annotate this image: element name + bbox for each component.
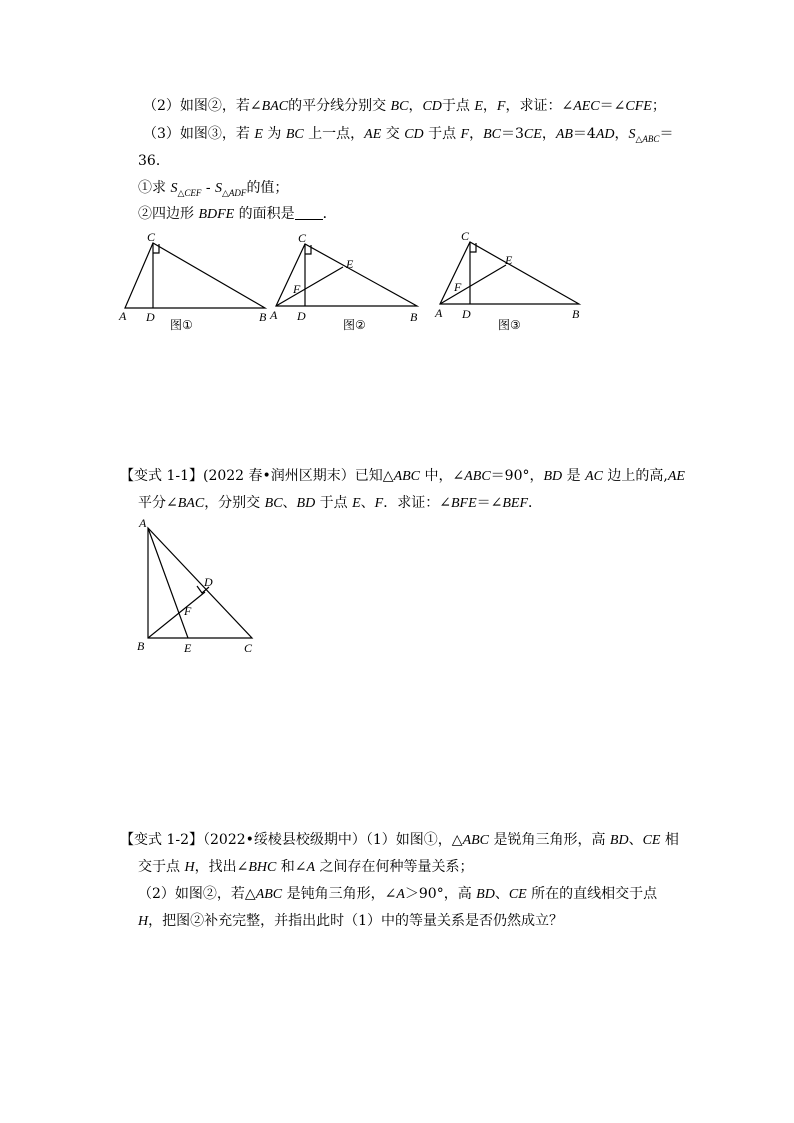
question-3-sub-2: ②四边形 BDFE 的面积是 ． bbox=[138, 206, 337, 222]
question-3-sub-1: ①求 $S_{\triangle CEF} - S_{\triangle ADF}$的值； bbox=[138, 180, 289, 198]
fig4-label-c: C bbox=[244, 641, 253, 655]
fig2-label-a: A bbox=[270, 308, 278, 322]
fig3-label-b: B bbox=[572, 307, 580, 321]
fig4-label-d: D bbox=[204, 575, 213, 589]
fig3-label-d: D bbox=[462, 307, 471, 321]
variant-1-2-line-3: （2）如图②，若△ABC 是钝角三角形，∠A＞90°，高 BD、CE 所在的直线相交于点 bbox=[138, 886, 658, 902]
question-2-line: （2）如图②，若∠BAC的平分线分别交 BC，CD于点 E，F，求证：∠AEC＝∠CFE； bbox=[143, 98, 666, 114]
fig2-caption: 图② bbox=[343, 318, 366, 332]
fig2-label-b: B bbox=[410, 310, 418, 324]
variant-1-2-tag: 【变式 1-2】 bbox=[120, 832, 203, 848]
fig3-caption: 图③ bbox=[498, 318, 521, 332]
figure-4-triangle bbox=[148, 528, 252, 638]
fig1-label-d: D bbox=[146, 310, 155, 324]
fig3-label-f: F bbox=[454, 280, 462, 294]
figure-3-triangle bbox=[440, 242, 579, 304]
fig1-label-b: B bbox=[259, 310, 267, 324]
fig2-label-e: E bbox=[346, 257, 354, 271]
variant-1-1-tag: 【变式 1-1】 bbox=[120, 468, 203, 484]
variant-1-1-line-2: 平分∠BAC，分别交 BC、BD 于点 E、F．求证：∠BFE＝∠BEF． bbox=[138, 495, 543, 511]
question-3-line-2: 36． bbox=[138, 153, 170, 169]
variant-1-2-line-2: 交于点 H，找出∠BHC 和∠A 之间存在何种等量关系； bbox=[138, 859, 474, 875]
fig1-label-a: A bbox=[119, 309, 127, 323]
fig1-label-c: C bbox=[147, 230, 156, 244]
fig4-label-f: F bbox=[184, 604, 192, 618]
fig4-label-e: E bbox=[184, 641, 192, 655]
variant-1-1-line-1: 【变式 1-1】(2022 春•润州区期末）已知△ABC 中，∠ABC＝90°，BD 是 AC 边上的高,AE bbox=[120, 468, 685, 484]
fig3-label-e: E bbox=[505, 253, 513, 267]
fig3-label-c: C bbox=[461, 229, 470, 243]
fig4-label-b: B bbox=[137, 639, 145, 653]
question-3-line-1: （3）如图③，若 E 为 BC 上一点，AE 交 CD 于点 F，BC＝3CE，AB＝4AD，$S_{\triangle ABC}=$ bbox=[143, 126, 674, 144]
figure-1-triangle bbox=[125, 243, 265, 308]
variant-1-2-line-1: 【变式 1-2】（2022•绥棱县校级期中）（1）如图①，△ABC 是锐角三角形，高 BD、CE 相 bbox=[120, 832, 679, 848]
variant-1-2-line-4: H，把图②补充完整，并指出此时（1）中的等量关系是否仍然成立？ bbox=[138, 913, 564, 929]
fig2-label-f: F bbox=[293, 282, 301, 296]
fig3-label-a: A bbox=[435, 306, 443, 320]
fig4-label-a: A bbox=[139, 516, 147, 530]
fig1-caption: 图① bbox=[170, 318, 193, 332]
figure-2-triangle bbox=[276, 244, 417, 306]
fig2-label-c: C bbox=[298, 231, 307, 245]
fig2-label-d: D bbox=[297, 309, 306, 323]
